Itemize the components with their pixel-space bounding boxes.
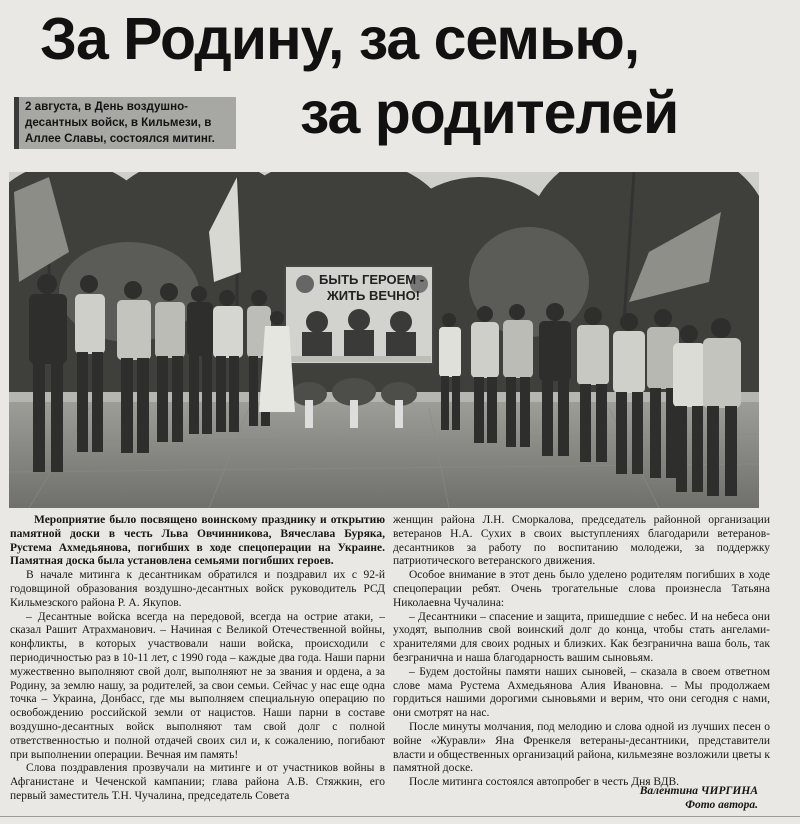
lead-paragraph: 2 августа, в День воздушно-десантных войск, в Кильмези, в Аллее Славы, состоялся митинг. [14, 97, 236, 149]
article-paragraph: После митинга состоялся автопробег в честь Дня ВДВ. [409, 776, 680, 789]
signature [393, 785, 758, 813]
flowers [291, 378, 417, 428]
photo-credit: Фото автора. [685, 798, 758, 811]
article-paragraph: После минуты молчания, под мелодию и слова одной из лучших песен о войне «Журавли» Яна Френкеля ветераны-десантники, представители власти и общественных организаций района, кильмезяне возложили цветы к памятной доске. [393, 720, 770, 775]
article-paragraph: женщин района Л.Н. Сморкалова, председатель районной организации ветеранов Н.А. Сухих в своих выступлениях благодарили ветеранов-десантников за работу по воспитанию молодежи, за поддержку патриотического ветеранского движения. [393, 514, 770, 568]
headline-line-1: За Родину, за семью, [40, 6, 640, 72]
memorial-board [285, 266, 433, 364]
article-paragraph: – Десантные войска всегда на передовой, всегда на острие атаки, – сказал Рашит Атрахманович. – Начиная с Великой Отечественной войны, конфликты, в которых участвовали наши войска, происходили с периодичностью раз в 10-11 лет, с 1990 года – каждые два года. Наши парни мужественно выполняют свой долг, выполняют не за звания и ордена, а за Родину, за землю нашу, за родителей, за свои семьи. Сейчас у нас еще одна точка – Украина, Донбасс, где мы выполняем специальную операцию по освобождению российской земли от нацистов. Наши парни в составе воздушно-десантных войск выполняют там свой долг с полной ответственностью и полной отдачей своих сил и, к сожалению, погибают при выполнении операции. Вечная им память! [10, 610, 385, 761]
rally-photo-illustration [9, 172, 759, 508]
author-name: Валентина ЧИРГИНА [639, 785, 758, 797]
article-left-column [10, 514, 385, 809]
article-paragraph: – Десантники – спасение и защита, пришедшие с небес. И на небеса они уходят, выполнив свой воинский долг до конца, чтобы стать ангелами-хранителями для своих родных и близких. Как безгранична ваша боль, так безгранична и наша благодарность вашим сыновьям. [393, 610, 770, 664]
headline-line-2: за родителей [300, 80, 679, 146]
banner-line-1: БЫТЬ ГЕРОЕМ - [319, 272, 425, 287]
bottom-rule [0, 816, 800, 817]
article-intro: Мероприятие было посвящено воинскому празднику и открытию памятной доски в честь Льва Овчинникова, Вячеслава Буряка, Рустема Ахмедьянова, погибших в ходе спецоперации на Украине. Памятная доска была установлена семьями погибших героев. [10, 514, 385, 568]
rally-photo [9, 172, 759, 508]
article-paragraph: В начале митинга к десантникам обратился и поздравил их с 92-й годовщиной образования воздушно-десантных войск руководитель РСД Кильмезского района Р. А. Якупов. [10, 569, 385, 609]
article-paragraph: Особое внимание в этот день было уделено родителям погибших в ходе спецоперации ребят. Очень трогательные слова произнесла Татьяна Николаевна Чучалина: [393, 569, 770, 609]
article-right-column [393, 514, 770, 809]
banner-line-2: ЖИТЬ ВЕЧНО! [327, 288, 421, 303]
article-paragraph: Слова поздравления прозвучали на митинге и от участников войны в Афганистане и Чеченской кампании; глава района А.В. Стяжкин, его первый заместитель Т.Н. Чучалина, председатель Совета [10, 762, 385, 802]
article-paragraph: – Будем достойны памяти наших сыновей, – сказала в своем ответном слове мама Рустема Ахмедьянова Алия Ивановна. – Мы продолжаем гордиться нашими дорогими сыновьями и верим, что они сегодня с нами, они смотрят на нас. [393, 665, 770, 720]
